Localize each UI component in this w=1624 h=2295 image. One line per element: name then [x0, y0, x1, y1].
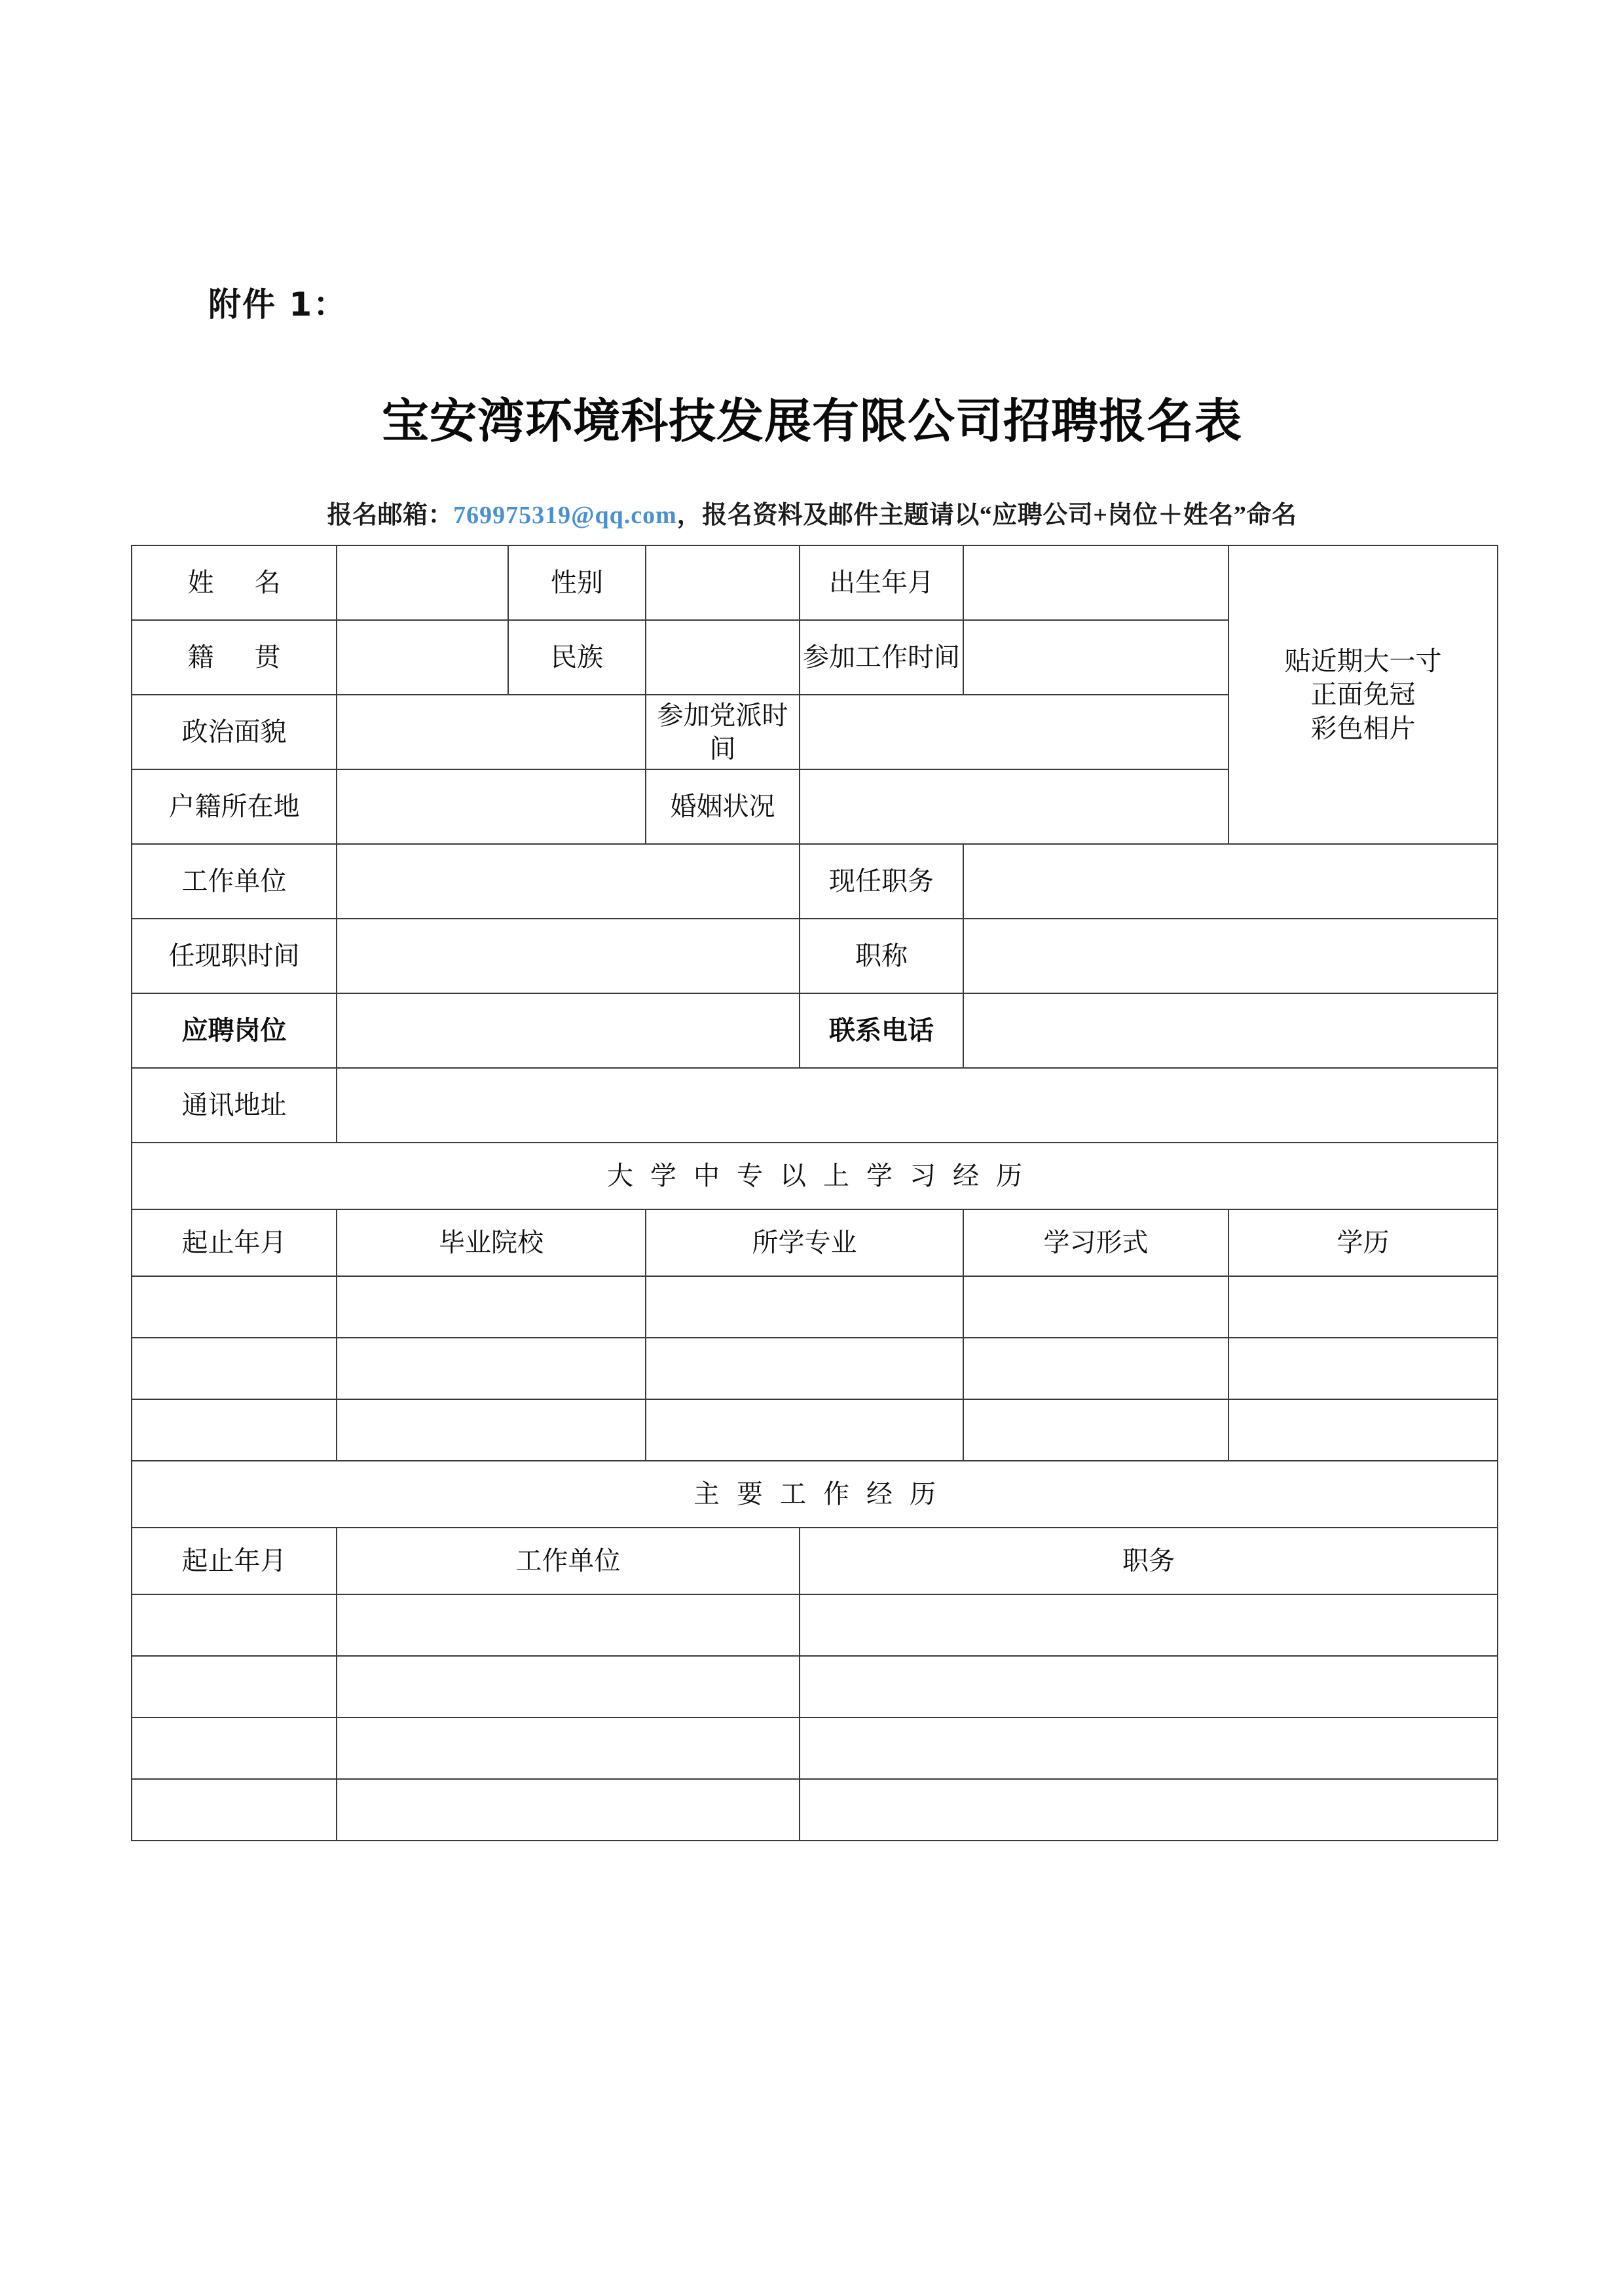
work-cell-employer[interactable]: [337, 1717, 800, 1779]
label-household-location: 户籍所在地: [132, 769, 337, 844]
section-header-work-experience: [132, 1461, 1498, 1528]
work-col-position: 职务: [800, 1528, 1498, 1594]
work-experience-row: [132, 1717, 1498, 1779]
education-cell-major[interactable]: [646, 1276, 963, 1338]
work-experience-row: [132, 1656, 1498, 1717]
label-title-rank: 职称: [800, 919, 963, 993]
table-row-applied-position: [132, 993, 1498, 1068]
work-cell-period[interactable]: [132, 1779, 337, 1841]
education-cell-school[interactable]: [337, 1338, 646, 1399]
table-row-address: [132, 1068, 1498, 1143]
photo-note-line-3: 彩色相片: [1310, 713, 1416, 743]
label-applied-position: 应聘岗位: [132, 993, 337, 1068]
education-col-degree-level: 学历: [1228, 1209, 1498, 1276]
photo-note-line-1: 贴近期大一寸: [1284, 646, 1442, 676]
photo-note-line-2: 正面免冠: [1310, 680, 1416, 710]
field-gender[interactable]: [646, 545, 800, 620]
work-cell-employer[interactable]: [337, 1594, 800, 1656]
photo-placeholder[interactable]: [1228, 545, 1498, 844]
work-col-period: 起止年月: [132, 1528, 337, 1594]
work-cell-period[interactable]: [132, 1717, 337, 1779]
field-title-rank[interactable]: [963, 919, 1498, 993]
work-cell-period[interactable]: [132, 1656, 337, 1717]
education-col-period: 起止年月: [132, 1209, 337, 1276]
education-cell-degree-level[interactable]: [1228, 1276, 1498, 1338]
education-cell-degree-level[interactable]: [1228, 1338, 1498, 1399]
table-row-name: [132, 545, 1498, 620]
field-birth-date[interactable]: [963, 545, 1228, 620]
field-native-place[interactable]: [337, 620, 508, 695]
field-political-status[interactable]: [337, 695, 646, 769]
education-cell-school[interactable]: [337, 1276, 646, 1338]
work-col-employer: 工作单位: [337, 1528, 800, 1594]
label-birth-date: 出生年月: [800, 545, 963, 620]
label-position-since: 任现职时间: [132, 919, 337, 993]
work-cell-position[interactable]: [800, 1717, 1498, 1779]
work-experience-section-title: 主要工作经历: [132, 1461, 1498, 1528]
work-cell-position[interactable]: [800, 1656, 1498, 1717]
education-row: [132, 1399, 1498, 1461]
note-suffix: ，报名资料及邮件主题请以“应聘公司+岗位＋姓名”命名: [676, 502, 1297, 529]
table-row-position-since: [132, 919, 1498, 993]
registration-email[interactable]: 769975319@qq.com: [453, 502, 677, 529]
label-mailing-address: 通讯地址: [132, 1068, 337, 1143]
work-cell-position[interactable]: [800, 1779, 1498, 1841]
field-name[interactable]: [337, 545, 508, 620]
page-title: 宝安湾环境科技发展有限公司招聘报名表: [381, 394, 1242, 449]
field-work-start-date[interactable]: [963, 620, 1228, 695]
attachment-label: 附件 1：: [208, 285, 348, 323]
field-position-since[interactable]: [337, 919, 800, 993]
label-work-start-date: 参加工作时间: [800, 620, 963, 695]
education-row: [132, 1276, 1498, 1338]
field-marital-status[interactable]: [800, 769, 1228, 844]
field-party-join-date[interactable]: [800, 695, 1228, 769]
education-cell-study-form[interactable]: [963, 1399, 1228, 1461]
education-cell-major[interactable]: [646, 1338, 963, 1399]
education-cell-study-form[interactable]: [963, 1276, 1228, 1338]
education-cell-school[interactable]: [337, 1399, 646, 1461]
work-cell-employer[interactable]: [337, 1779, 800, 1841]
label-political-status: 政治面貌: [132, 695, 337, 769]
work-experience-row: [132, 1779, 1498, 1841]
note-prefix: 报名邮箱：: [327, 502, 454, 529]
education-col-study-form: 学习形式: [963, 1209, 1228, 1276]
field-mailing-address[interactable]: [337, 1068, 1498, 1143]
label-gender: 性别: [508, 545, 646, 620]
education-cell-period[interactable]: [132, 1276, 337, 1338]
label-native-place: 籍 贯: [132, 620, 337, 695]
label-name: 姓 名: [132, 545, 337, 620]
work-experience-row: [132, 1594, 1498, 1656]
education-cell-degree-level[interactable]: [1228, 1399, 1498, 1461]
education-row: [132, 1338, 1498, 1399]
table-row-employer: [132, 844, 1498, 919]
work-cell-position[interactable]: [800, 1594, 1498, 1656]
education-section-title: 大学中专以上学习经历: [132, 1143, 1498, 1209]
field-ethnicity[interactable]: [646, 620, 800, 695]
section-header-education: [132, 1143, 1498, 1209]
label-current-position: 现任职务: [800, 844, 963, 919]
work-cell-employer[interactable]: [337, 1656, 800, 1717]
label-contact-phone: 联系电话: [800, 993, 963, 1068]
education-col-school: 毕业院校: [337, 1209, 646, 1276]
field-household-location[interactable]: [337, 769, 646, 844]
label-ethnicity: 民族: [508, 620, 646, 695]
field-applied-position[interactable]: [337, 993, 800, 1068]
registration-note: [0, 494, 1624, 530]
education-cell-major[interactable]: [646, 1399, 963, 1461]
education-header-row: [132, 1209, 1498, 1276]
application-form-table: [131, 545, 1498, 1841]
education-cell-period[interactable]: [132, 1399, 337, 1461]
education-cell-period[interactable]: [132, 1338, 337, 1399]
field-employer[interactable]: [337, 844, 800, 919]
field-contact-phone[interactable]: [963, 993, 1498, 1068]
label-marital-status: 婚姻状况: [646, 769, 800, 844]
education-cell-study-form[interactable]: [963, 1338, 1228, 1399]
label-party-join-date: 参加党派时间: [646, 695, 800, 769]
field-current-position[interactable]: [963, 844, 1498, 919]
work-experience-header-row: [132, 1528, 1498, 1594]
education-col-major: 所学专业: [646, 1209, 963, 1276]
label-employer: 工作单位: [132, 844, 337, 919]
work-cell-period[interactable]: [132, 1594, 337, 1656]
